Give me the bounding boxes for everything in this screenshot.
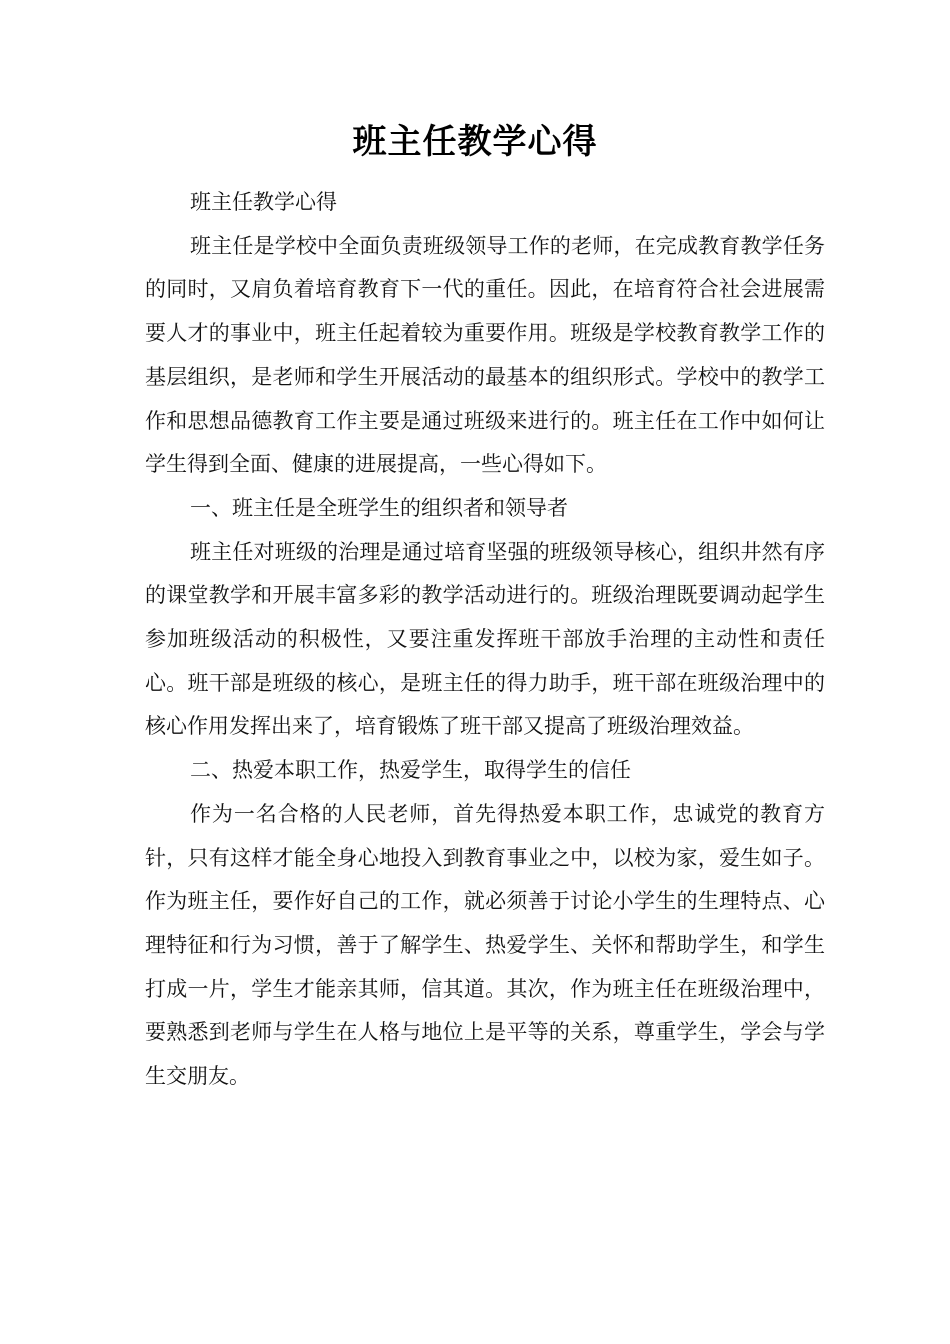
paragraph-section-2: 作为一名合格的人民老师，首先得热爱本职工作，忠诚党的教育方针，只有这样才能全身心地投入到教育事业之中，以校为家，爱生如子。作为班主任，要作好自己的工作，就必须善于讨论小学生的生理特点、心理特征和行为习惯，善于了解学生、热爱学生、关怀和帮助学生，和学生打成一片，学生才能亲其师，信其道。其次，作为班主任在班级治理中，要熟悉到老师与学生在人格与地位上是平等的关系，尊重学生，学会与学生交朋友。: [145, 801, 825, 1089]
paragraph-subtitle: 班主任教学心得: [190, 190, 337, 214]
document-title: 班主任教学心得: [352, 122, 598, 162]
paragraph-intro: 班主任是学校中全面负责班级领导工作的老师，在完成教育教学任务的同时，又肩负着培育教育下一代的重任。因此，在培育符合社会进展需要人才的事业中，班主任起着较为重要作用。班级是学校教育教学工作的基层组织，是老师和学生开展活动的最基本的组织形式。学校中的教学工作和思想品德教育工作主要是通过班级来进行的。班主任在工作中如何让学生得到全面、健康的进展提高，一些心得如下。: [145, 233, 825, 477]
section-heading-1: 一、班主任是全班学生的组织者和领导者: [190, 495, 568, 520]
document-body: [145, 181, 825, 1099]
section-heading-2: 二、热爱本职工作，热爱学生，取得学生的信任: [190, 758, 631, 783]
paragraph-section-1: 班主任对班级的治理是通过培育坚强的班级领导核心，组织井然有序的课堂教学和开展丰富多彩的教学活动进行的。班级治理既要调动起学生参加班级活动的积极性，又要注重发挥班干部放手治理的主动性和责任心。班干部是班级的核心，是班主任的得力助手，班干部在班级治理中的核心作用发挥出来了，培育锻炼了班干部又提高了班级治理效益。: [145, 539, 825, 739]
